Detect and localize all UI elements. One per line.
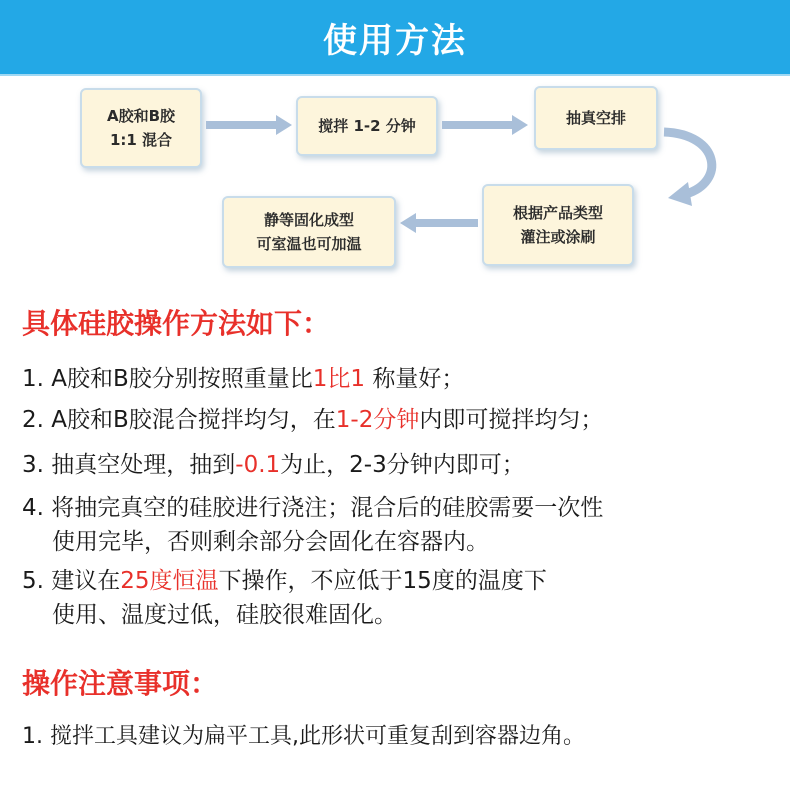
- method-item-5-highlight: 25度恒温: [120, 568, 219, 594]
- method-item-5-tail: 下操作，不应低于15度的温度下: [218, 568, 547, 594]
- flow-step-vacuum-line1: 抽真空排: [565, 109, 626, 127]
- method-item-3-text: 3. 抽真空处理，抽到: [22, 452, 236, 478]
- method-item-5: [22, 564, 547, 632]
- notes-section-title: 操作注意事项：: [22, 667, 219, 700]
- flow-step-pour-line1: 根据产品类型: [512, 204, 603, 222]
- method-item-3: [22, 448, 525, 482]
- method-item-3-tail: 为止，2-3分钟内即可；: [280, 452, 525, 478]
- method-item-4-line2: 使用完毕，否则剩余部分会固化在容器内。: [52, 529, 489, 555]
- method-item-2-highlight: 1-2分钟: [335, 407, 420, 433]
- method-item-5-line2: 使用、温度过低，硅胶很难固化。: [52, 602, 397, 628]
- method-item-1: [22, 362, 464, 396]
- method-item-5-text: 5. 建议在: [22, 568, 121, 594]
- flow-step-cure-line1: 静等固化成型: [263, 211, 354, 229]
- flow-step-stir-line1: 搅拌 1-2 分钟: [318, 117, 416, 135]
- page-title: 使用方法: [323, 20, 467, 61]
- curved-arrow-icon: [660, 124, 730, 210]
- method-item-2: [22, 403, 603, 437]
- flow-step-mix-line1: A胶和B胶: [106, 107, 176, 125]
- method-item-2-tail: 内即可搅拌均匀；: [419, 407, 604, 433]
- flow-step-mix: [80, 88, 202, 168]
- method-item-1-tail: 称量好；: [365, 366, 465, 392]
- flow-step-pour: [482, 184, 634, 266]
- flow-step-pour-line2: 灌注或涂刷: [520, 228, 596, 246]
- method-item-1-text: 1. A胶和B胶分别按照重量比: [22, 366, 313, 392]
- arrow-right-icon: [442, 114, 528, 136]
- flow-step-stir: [296, 96, 438, 156]
- flow-step-cure: [222, 196, 396, 268]
- method-item-3-highlight: -0.1: [235, 452, 281, 478]
- flow-step-vacuum: [534, 86, 658, 150]
- arrow-left-icon: [400, 212, 478, 234]
- header-banner: [0, 0, 790, 74]
- arrow-right-icon: [206, 114, 292, 136]
- method-section-title: 具体硅胶操作方法如下：: [22, 307, 331, 340]
- method-item-2-text: 2. A胶和B胶混合搅拌均匀，在: [22, 407, 336, 433]
- method-item-5-line1: [22, 564, 547, 598]
- flow-step-cure-line2: 可室温也可加温: [256, 235, 362, 253]
- header-divider: [0, 74, 790, 76]
- method-item-1-highlight: 1比1: [312, 366, 366, 392]
- flow-step-mix-line2: 1:1 混合: [109, 131, 173, 149]
- notes-item-1: 1. 搅拌工具建议为扁平工具,此形状可重复刮到容器边角。: [22, 724, 585, 749]
- method-item-4: [22, 491, 603, 559]
- method-item-4-line1: 4. 将抽完真空的硅胶进行浇注；混合后的硅胶需要一次性: [22, 495, 604, 521]
